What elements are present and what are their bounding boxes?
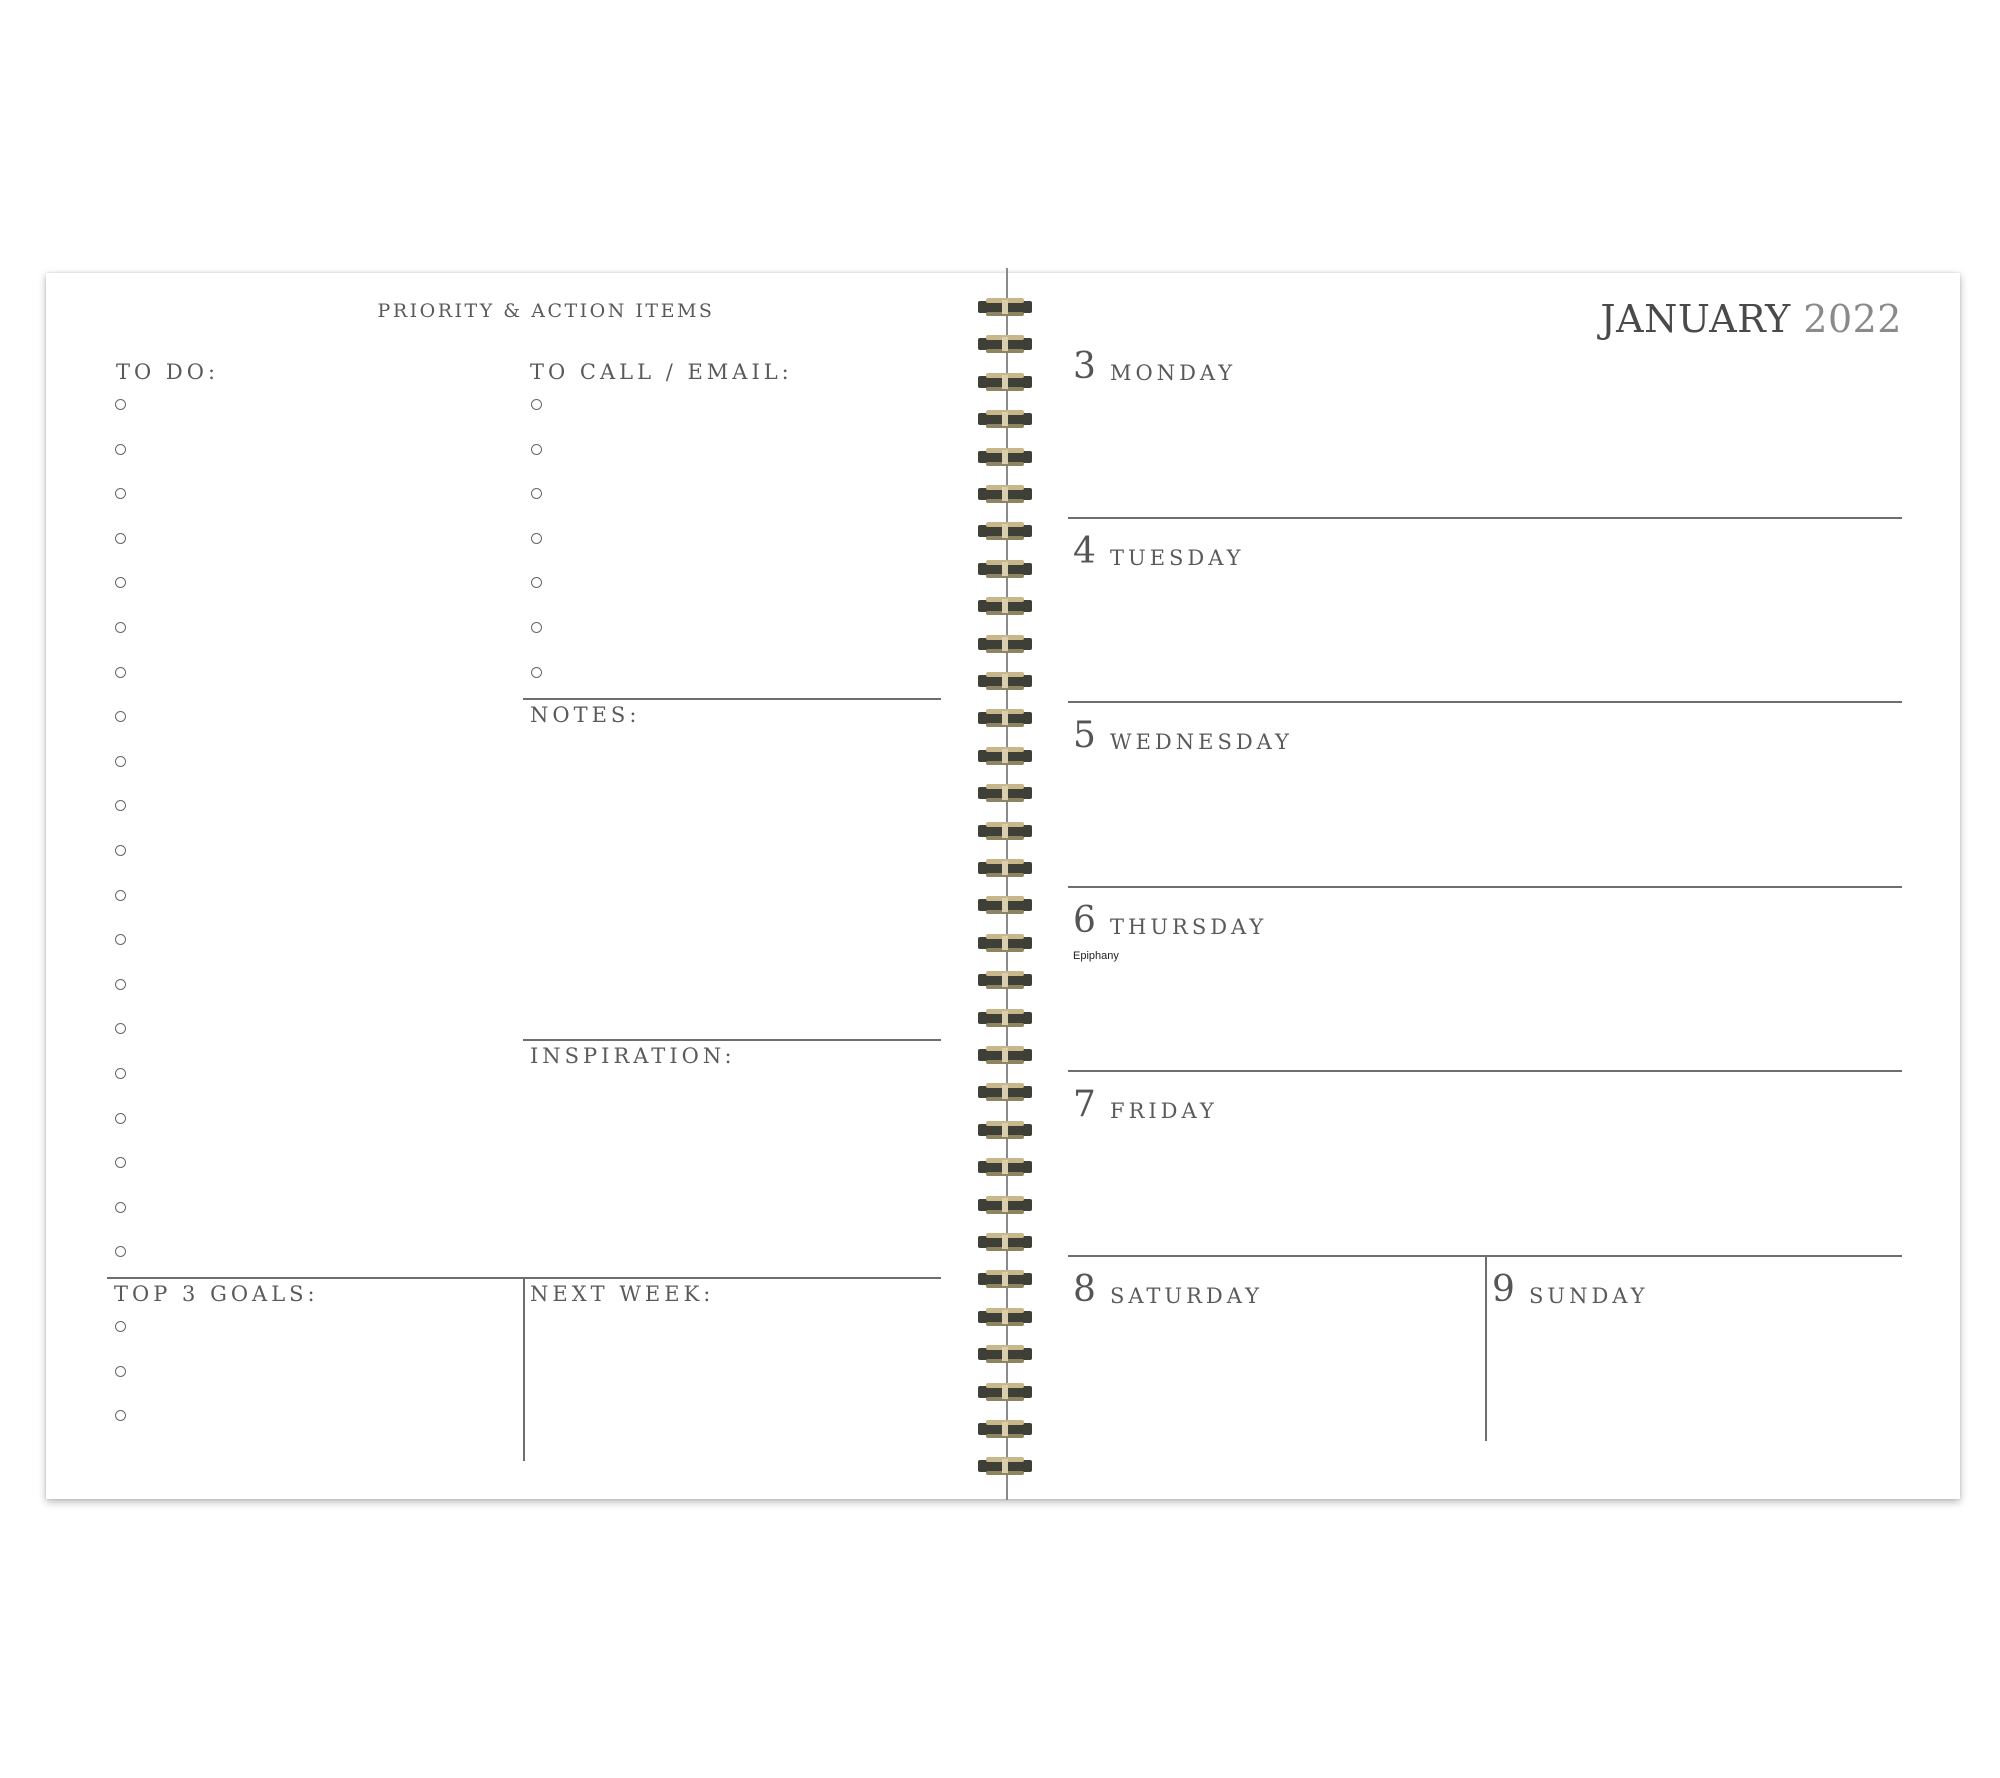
todo-checkbox[interactable] bbox=[115, 444, 126, 455]
binding-ring bbox=[978, 1233, 1032, 1251]
binding-ring bbox=[978, 373, 1032, 391]
day-number: 5 bbox=[1073, 715, 1096, 756]
top-goals-label: TOP 3 GOALS: bbox=[114, 1282, 319, 1306]
todo-checkbox[interactable] bbox=[115, 667, 126, 678]
day-number: 3 bbox=[1073, 346, 1096, 387]
binding-ring bbox=[978, 672, 1032, 690]
day-number: 8 bbox=[1073, 1268, 1096, 1310]
day-number: 9 bbox=[1492, 1268, 1515, 1310]
notes-divider bbox=[523, 698, 941, 700]
binding-ring bbox=[978, 485, 1032, 503]
binding-ring bbox=[978, 934, 1032, 952]
day-divider bbox=[1068, 701, 1902, 703]
binding-ring bbox=[978, 410, 1032, 428]
binding-ring bbox=[978, 522, 1032, 540]
todo-checkbox[interactable] bbox=[115, 533, 126, 544]
todo-checkbox[interactable] bbox=[115, 1202, 126, 1213]
month-label: JANUARY bbox=[1600, 297, 1791, 341]
day-divider bbox=[1068, 517, 1902, 519]
goal-checkbox[interactable] bbox=[115, 1321, 126, 1332]
day-number: 6 bbox=[1073, 899, 1096, 941]
page-title: PRIORITY & ACTION ITEMS bbox=[377, 300, 715, 322]
to-call-checkbox[interactable] bbox=[531, 444, 542, 455]
inspiration-label: INSPIRATION: bbox=[530, 1044, 736, 1068]
month-year-header bbox=[1600, 297, 1902, 341]
binding-ring bbox=[978, 1196, 1032, 1214]
day-name-friday: FRIDAY bbox=[1110, 1099, 1218, 1123]
to-call-checkbox[interactable] bbox=[531, 577, 542, 588]
binding-ring bbox=[978, 1420, 1032, 1438]
binding-ring bbox=[978, 1121, 1032, 1139]
todo-checkbox[interactable] bbox=[115, 890, 126, 901]
day-name-tuesday: TUESDAY bbox=[1110, 545, 1245, 570]
binding-ring bbox=[978, 1083, 1032, 1101]
goals-next-week-separator bbox=[523, 1277, 525, 1461]
binding-ring bbox=[978, 709, 1032, 727]
inspiration-divider bbox=[523, 1039, 941, 1041]
todo-checkbox[interactable] bbox=[115, 711, 126, 722]
binding-ring bbox=[978, 1270, 1032, 1288]
day-name-sunday: SUNDAY bbox=[1529, 1283, 1649, 1308]
to-call-checkbox[interactable] bbox=[531, 488, 542, 499]
day-divider bbox=[1068, 1070, 1902, 1072]
binding-ring bbox=[978, 859, 1032, 877]
day-name-wednesday: WEDNESDAY bbox=[1110, 730, 1293, 754]
todo-checkbox[interactable] bbox=[115, 800, 126, 811]
day-divider bbox=[1068, 886, 1902, 888]
day-number: 7 bbox=[1073, 1084, 1096, 1125]
todo-checkbox[interactable] bbox=[115, 1023, 126, 1034]
binding-ring bbox=[978, 1457, 1032, 1475]
to-call-checkbox[interactable] bbox=[531, 533, 542, 544]
day-number: 4 bbox=[1073, 530, 1096, 572]
todo-checkbox[interactable] bbox=[115, 1246, 126, 1257]
todo-checkbox[interactable] bbox=[115, 756, 126, 767]
todo-checkbox[interactable] bbox=[115, 399, 126, 410]
binding-ring bbox=[978, 635, 1032, 653]
to-call-label: TO CALL / EMAIL: bbox=[530, 360, 793, 384]
todo-checkbox[interactable] bbox=[115, 845, 126, 856]
goal-checkbox[interactable] bbox=[115, 1366, 126, 1377]
todo-checkbox[interactable] bbox=[115, 577, 126, 588]
todo-checkbox[interactable] bbox=[115, 1113, 126, 1124]
todo-checkbox[interactable] bbox=[115, 1068, 126, 1079]
weekend-separator bbox=[1485, 1255, 1487, 1441]
day-name-saturday: SATURDAY bbox=[1110, 1283, 1263, 1308]
binding-ring bbox=[978, 784, 1032, 802]
to-call-checkbox[interactable] bbox=[531, 399, 542, 410]
planner-spread bbox=[46, 273, 1960, 1499]
to-call-checkbox[interactable] bbox=[531, 622, 542, 633]
goal-checkbox[interactable] bbox=[115, 1410, 126, 1421]
todo-label: TO DO: bbox=[116, 360, 220, 384]
todo-checkbox[interactable] bbox=[115, 488, 126, 499]
binding-ring bbox=[978, 896, 1032, 914]
holiday-note: Epiphany bbox=[1073, 949, 1119, 962]
todo-checkbox[interactable] bbox=[115, 1157, 126, 1168]
binding-ring bbox=[978, 971, 1032, 989]
binding-ring bbox=[978, 1158, 1032, 1176]
binding-ring bbox=[978, 747, 1032, 765]
binding-ring bbox=[978, 1046, 1032, 1064]
day-name-monday: MONDAY bbox=[1110, 361, 1237, 385]
binding-ring bbox=[978, 1345, 1032, 1363]
notes-label: NOTES: bbox=[530, 703, 641, 727]
next-week-label: NEXT WEEK: bbox=[530, 1282, 715, 1306]
year-label: 2022 bbox=[1803, 297, 1902, 341]
binding-ring bbox=[978, 1383, 1032, 1401]
binding-ring bbox=[978, 1308, 1032, 1326]
day-name-thursday: THURSDAY bbox=[1110, 914, 1268, 939]
binding-ring bbox=[978, 822, 1032, 840]
binding-ring bbox=[978, 335, 1032, 353]
to-call-checkbox[interactable] bbox=[531, 667, 542, 678]
todo-checkbox[interactable] bbox=[115, 934, 126, 945]
binding-ring bbox=[978, 448, 1032, 466]
todo-checkbox[interactable] bbox=[115, 979, 126, 990]
todo-checkbox[interactable] bbox=[115, 622, 126, 633]
binding-ring bbox=[978, 1009, 1032, 1027]
binding-ring bbox=[978, 298, 1032, 316]
binding-ring bbox=[978, 597, 1032, 615]
binding-ring bbox=[978, 560, 1032, 578]
